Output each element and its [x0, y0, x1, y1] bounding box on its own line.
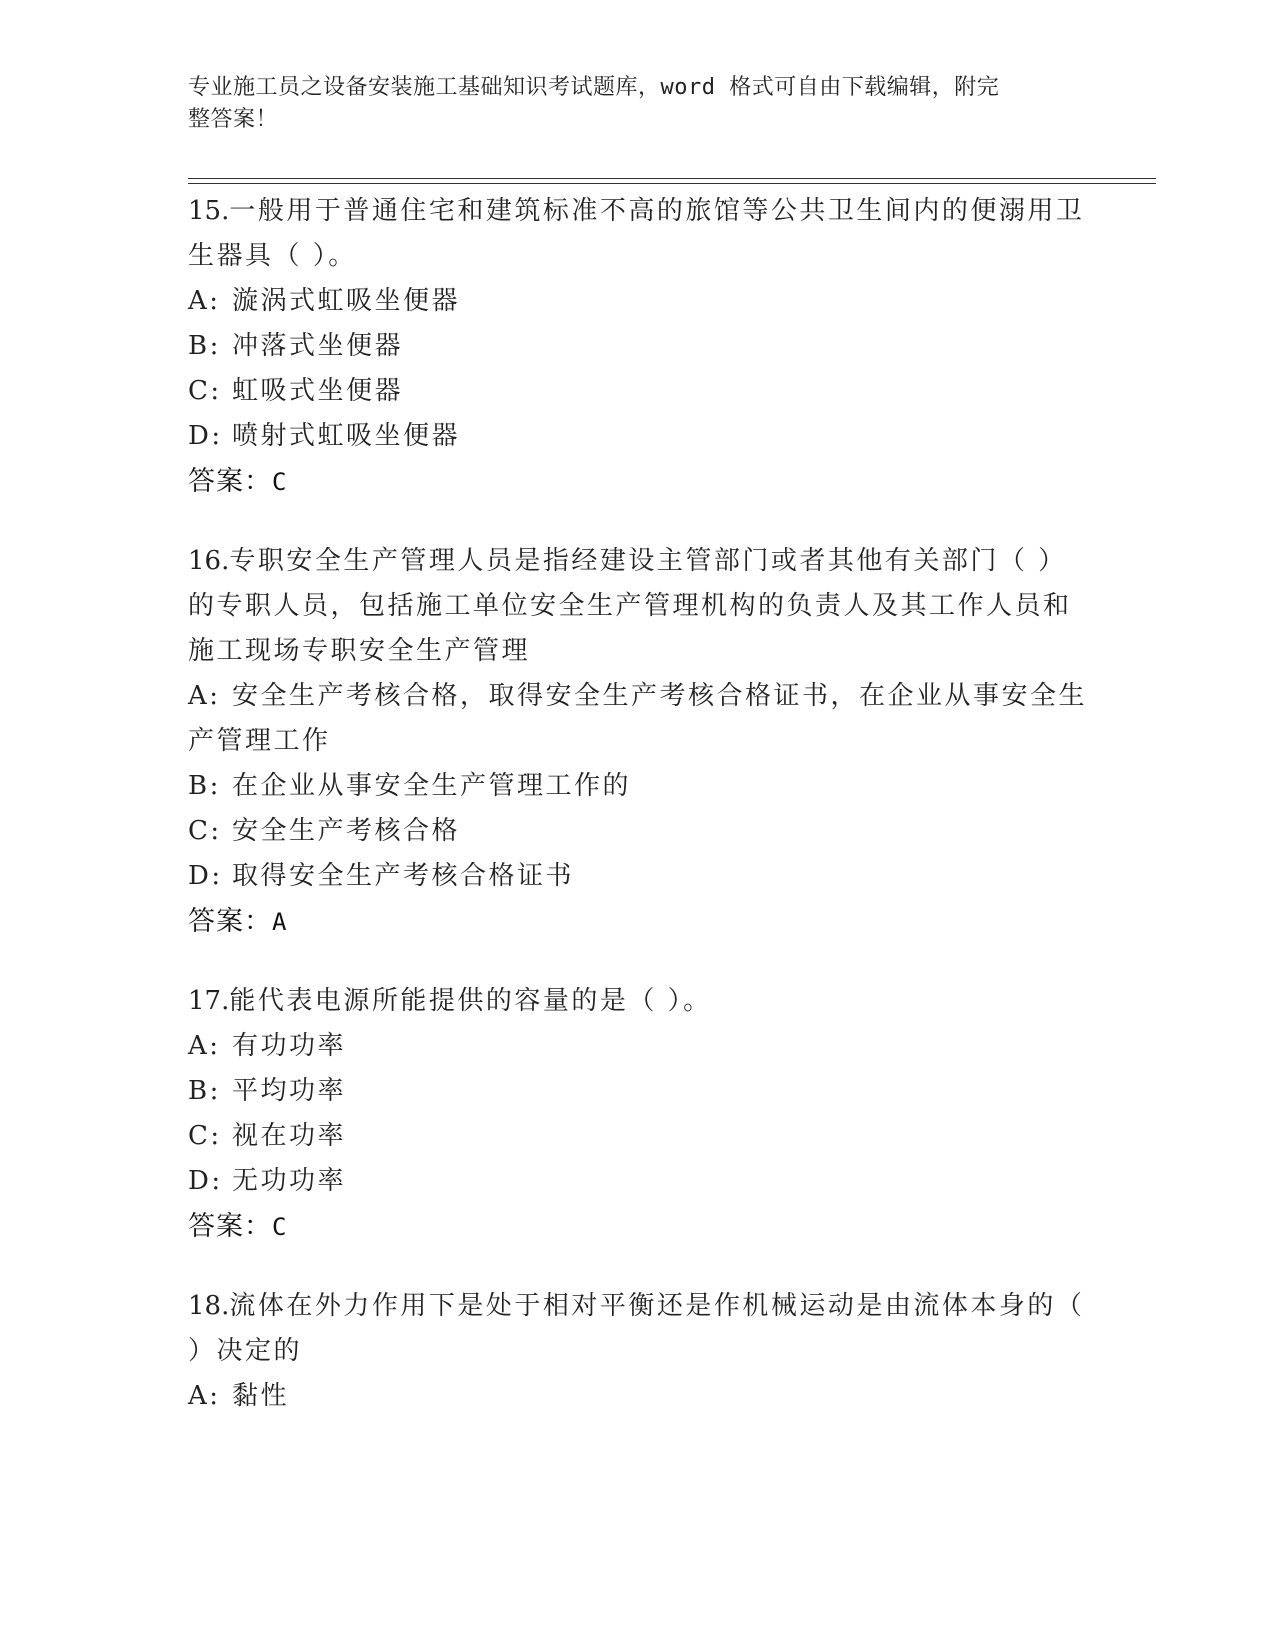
- option-d: [188, 414, 1088, 459]
- answer-line: [188, 459, 1088, 505]
- question-body: 流体在外力作用下是处于相对平衡还是作机械运动是由流体本身的（ ）决定的: [188, 1291, 1085, 1366]
- option-a: [188, 1374, 1088, 1419]
- option-letter: A:: [188, 681, 221, 711]
- option-b: [188, 324, 1088, 369]
- question-text: [188, 189, 1088, 279]
- question-number: 15.: [188, 196, 230, 226]
- option-c: [188, 1114, 1088, 1159]
- option-text: 虹吸式坐便器: [232, 376, 404, 406]
- header-line-2: 整答案！: [188, 107, 279, 132]
- option-text: 漩涡式虹吸坐便器: [232, 286, 461, 316]
- question-17: [188, 979, 1088, 1250]
- option-text: 安全生产考核合格，取得安全生产考核合格证书，在企业从事安全生产管理工作: [188, 681, 1088, 756]
- option-text: 取得安全生产考核合格证书: [232, 861, 575, 891]
- question-number: 17.: [188, 986, 230, 1016]
- header-divider-bottom: [188, 183, 1156, 184]
- option-text: 有功功率: [232, 1031, 347, 1061]
- option-letter: A:: [188, 1031, 221, 1061]
- option-d: [188, 1159, 1088, 1204]
- question-text: [188, 979, 1088, 1024]
- option-c: [188, 809, 1088, 854]
- header-divider-top: [188, 178, 1156, 179]
- option-text: 视在功率: [232, 1121, 347, 1151]
- option-letter: A:: [188, 286, 221, 316]
- option-letter: B:: [188, 771, 221, 801]
- question-body: 一般用于普通住宅和建筑标准不高的旅馆等公共卫生间内的便溺用卫生器具（ ）。: [188, 196, 1085, 271]
- question-16: [188, 539, 1088, 945]
- option-a: [188, 674, 1088, 764]
- option-text: 冲落式坐便器: [232, 331, 404, 361]
- option-letter: C:: [188, 376, 222, 406]
- question-number: 18.: [188, 1291, 230, 1321]
- question-body: 能代表电源所能提供的容量的是（ ）。: [229, 986, 712, 1016]
- question-text: [188, 539, 1088, 674]
- answer-line: [188, 899, 1088, 945]
- answer-label: 答案：: [188, 906, 272, 937]
- option-text: 安全生产考核合格: [232, 816, 461, 846]
- option-a: [188, 1024, 1088, 1069]
- option-text: 喷射式虹吸坐便器: [232, 421, 461, 451]
- question-text: [188, 1284, 1088, 1374]
- question-list: [188, 189, 1088, 1453]
- answer-label: 答案：: [188, 1211, 272, 1242]
- option-text: 黏性: [232, 1381, 290, 1411]
- answer-line: [188, 1204, 1088, 1250]
- option-letter: D:: [188, 1166, 223, 1196]
- option-letter: B:: [188, 331, 221, 361]
- question-number: 16.: [188, 546, 230, 576]
- option-text: 在企业从事安全生产管理工作的: [232, 771, 632, 801]
- answer-value: C: [272, 468, 288, 496]
- option-letter: C:: [188, 816, 222, 846]
- option-b: [188, 764, 1088, 809]
- option-letter: D:: [188, 421, 223, 451]
- answer-label: 答案：: [188, 466, 272, 497]
- question-body: 专职安全生产管理人员是指经建设主管部门或者其他有关部门（ ）的专职人员，包括施工单位安全生产管理机构的负责人及其工作人员和施工现场专职安全生产管理: [188, 546, 1072, 666]
- option-a: [188, 279, 1088, 324]
- option-letter: A:: [188, 1381, 221, 1411]
- question-15: [188, 189, 1088, 505]
- option-letter: B:: [188, 1076, 221, 1106]
- answer-value: C: [272, 1213, 288, 1241]
- answer-value: A: [272, 908, 288, 936]
- option-letter: C:: [188, 1121, 222, 1151]
- option-letter: D:: [188, 861, 223, 891]
- option-d: [188, 854, 1088, 899]
- document-header: [188, 72, 1068, 136]
- option-c: [188, 369, 1088, 414]
- question-18: [188, 1284, 1088, 1419]
- header-line-1: 专业施工员之设备安装施工基础知识考试题库，word 格式可自由下载编辑，附完: [188, 75, 1000, 100]
- option-text: 平均功率: [232, 1076, 347, 1106]
- option-text: 无功功率: [232, 1166, 347, 1196]
- option-b: [188, 1069, 1088, 1114]
